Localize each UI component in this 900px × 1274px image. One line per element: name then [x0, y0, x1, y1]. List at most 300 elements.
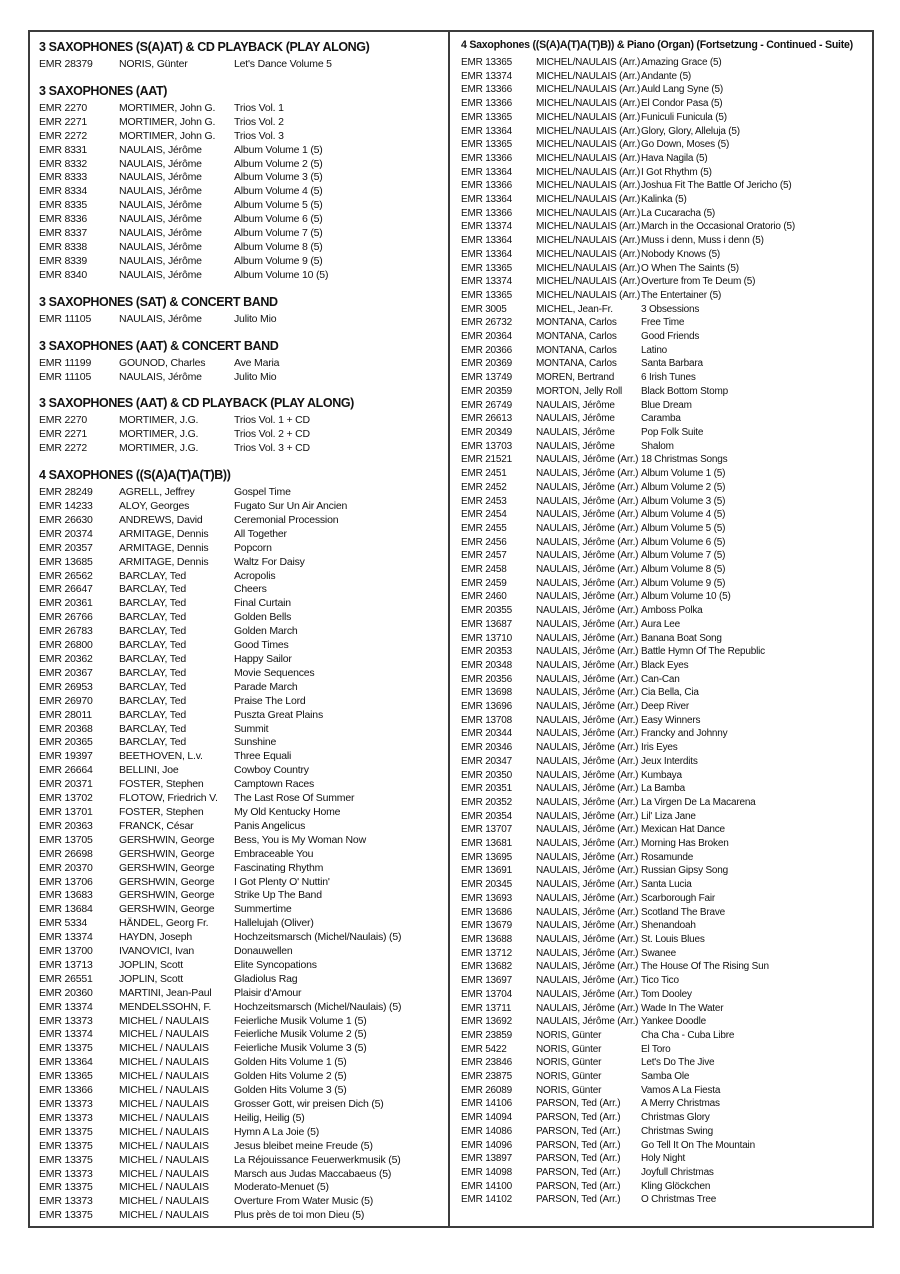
- table-row: [39, 764, 438, 778]
- table-row: [461, 563, 866, 577]
- piece-title: El Toro: [641, 1043, 671, 1055]
- piece-title: Holy Night: [641, 1153, 686, 1165]
- catalog-number: EMR 13364: [461, 194, 513, 206]
- table-row: [39, 1140, 438, 1154]
- composer-name: FOSTER, Stephen: [119, 805, 204, 818]
- catalog-number: EMR 13712: [461, 947, 513, 959]
- composer-name: GERSHWIN, George: [119, 861, 215, 874]
- table-row: [461, 83, 866, 97]
- composer-name: PARSON, Ted (Arr.): [536, 1098, 621, 1110]
- table-row: [39, 889, 438, 903]
- catalog-number: EMR 13375: [39, 1209, 93, 1222]
- piece-title: Jeux Interdits: [641, 755, 698, 767]
- catalog-number: EMR 13749: [461, 372, 513, 384]
- table-row: [39, 1126, 438, 1140]
- composer-name: MORTIMER, J.G.: [119, 414, 199, 427]
- piece-title: Trios Vol. 3 + CD: [234, 442, 310, 455]
- table-row: [39, 1168, 438, 1182]
- table-row: [461, 673, 866, 687]
- composer-name: FRANCK, César: [119, 819, 194, 832]
- catalog-number: EMR 14106: [461, 1098, 513, 1110]
- piece-title: Ave Maria: [234, 356, 280, 369]
- table-row: [39, 58, 438, 72]
- composer-name: PARSON, Ted (Arr.): [536, 1125, 621, 1137]
- composer-name: NAULAIS, Jérôme (Arr.): [536, 892, 639, 904]
- piece-title: Gladiolus Rag: [234, 972, 298, 985]
- piece-title: Album Volume 1 (5): [641, 468, 726, 480]
- piece-title: Black Eyes: [641, 659, 689, 671]
- table-row: [461, 220, 866, 234]
- piece-title: Tico Tico: [641, 975, 679, 987]
- catalog-number: EMR 13375: [39, 1042, 93, 1055]
- catalog-number: EMR 20366: [461, 344, 513, 356]
- composer-name: BARCLAY, Ted: [119, 736, 187, 749]
- composer-name: NAULAIS, Jérôme (Arr.): [536, 481, 639, 493]
- composer-name: NAULAIS, Jérôme (Arr.): [536, 564, 639, 576]
- piece-title: Elite Syncopations: [234, 958, 317, 971]
- catalog-number: EMR 13366: [39, 1084, 93, 1097]
- piece-title: Album Volume 3 (5): [641, 495, 726, 507]
- catalog-section: [39, 396, 438, 456]
- composer-name: MICHEL/NAULAIS (Arr.): [536, 180, 641, 192]
- piece-title: Trios Vol. 2: [234, 115, 284, 128]
- catalog-number: EMR 2271: [39, 115, 88, 128]
- table-row: [461, 837, 866, 851]
- piece-title: Marsch aus Judas Maccabaeus (5): [234, 1167, 392, 1180]
- catalog-number: EMR 13702: [39, 792, 93, 805]
- composer-name: MICHEL, Jean-Fr.: [536, 303, 613, 315]
- composer-name: NAULAIS, Jérôme (Arr.): [536, 605, 639, 617]
- composer-name: MONTANA, Carlos: [536, 358, 617, 370]
- piece-title: Grosser Gott, wir preisen Dich (5): [234, 1098, 384, 1110]
- composer-name: MICHEL / NAULAIS: [119, 1125, 209, 1138]
- table-row: [39, 903, 438, 917]
- catalog-number: EMR 2456: [461, 536, 507, 548]
- composer-name: MOREN, Bertrand: [536, 372, 615, 384]
- catalog-number: EMR 13713: [39, 958, 93, 971]
- catalog-number: EMR 13692: [461, 1016, 513, 1028]
- table-row: [461, 796, 866, 810]
- table-row: [461, 138, 866, 152]
- composer-name: ANDREWS, David: [119, 513, 203, 526]
- composer-name: NAULAIS, Jérôme (Arr.): [536, 988, 639, 1000]
- table-row: [461, 179, 866, 193]
- table-row: [39, 1181, 438, 1195]
- catalog-number: EMR 13693: [461, 892, 513, 904]
- catalog-number: EMR 13711: [461, 1002, 512, 1014]
- composer-name: MICHEL/NAULAIS (Arr.): [536, 57, 641, 68]
- catalog-number: EMR 13707: [461, 824, 513, 836]
- piece-title: The Entertainer (5): [641, 289, 722, 301]
- catalog-number: EMR 13710: [461, 632, 513, 644]
- section-header: 3 SAXOPHONES (AAT): [39, 83, 167, 98]
- table-row: [461, 248, 866, 262]
- composer-name: NAULAIS, Jérôme (Arr.): [536, 673, 639, 685]
- piece-title: 6 Irish Tunes: [641, 372, 696, 384]
- catalog-number: EMR 23859: [461, 1029, 513, 1041]
- table-row: [461, 1002, 866, 1016]
- table-row: [39, 185, 438, 199]
- composer-name: MICHEL / NAULAIS: [119, 1014, 209, 1027]
- piece-title: Wade In The Water: [641, 1002, 724, 1014]
- table-row: [461, 1125, 866, 1139]
- table-row: [461, 755, 866, 769]
- piece-title: Strike Up The Band: [234, 889, 322, 902]
- composer-name: MORTIMER, J.G.: [119, 428, 199, 441]
- table-row: [461, 1097, 866, 1111]
- catalog-number: EMR 26613: [461, 413, 513, 425]
- catalog-number: EMR 13705: [39, 833, 93, 846]
- piece-title: Aura Lee: [641, 618, 680, 630]
- catalog-number: EMR 20349: [461, 426, 513, 438]
- composer-name: NAULAIS, Jérôme (Arr.): [536, 934, 639, 945]
- catalog-number: EMR 26664: [39, 764, 93, 777]
- table-row: [461, 659, 866, 673]
- catalog-number: EMR 13374: [39, 1000, 93, 1013]
- composer-name: MICHEL / NAULAIS: [119, 1167, 209, 1180]
- piece-title: Album Volume 10 (5): [641, 591, 731, 603]
- table-row: [461, 632, 866, 646]
- catalog-number: EMR 13365: [461, 262, 513, 274]
- table-row: [39, 144, 438, 158]
- composer-name: MICHEL / NAULAIS: [119, 1070, 209, 1083]
- piece-title: Samba Ole: [641, 1071, 690, 1083]
- table-row: [39, 834, 438, 848]
- catalog-number: EMR 13685: [39, 555, 93, 568]
- piece-title: La Bamba: [641, 783, 685, 795]
- piece-title: Parade March: [234, 680, 298, 693]
- catalog-number: EMR 20361: [39, 597, 93, 610]
- piece-title: Santa Barbara: [641, 358, 703, 370]
- table-row: [39, 1084, 438, 1098]
- composer-name: NAULAIS, Jérôme (Arr.): [536, 632, 639, 644]
- table-row: [39, 213, 438, 227]
- catalog-number: EMR 20374: [39, 527, 93, 540]
- piece-title: Popcorn: [234, 541, 272, 554]
- catalog-number: EMR 20368: [39, 722, 93, 735]
- table-row: [39, 371, 438, 385]
- catalog-number: EMR 13366: [461, 207, 513, 219]
- catalog-number: EMR 20345: [461, 879, 513, 891]
- catalog-number: EMR 26551: [39, 972, 93, 985]
- composer-name: MENDELSSOHN, F.: [119, 1000, 212, 1013]
- piece-title: Muss i denn, Muss i denn (5): [641, 235, 764, 247]
- catalog-number: EMR 8332: [39, 157, 88, 170]
- table-row: [461, 1152, 866, 1166]
- composer-name: MICHEL / NAULAIS: [119, 1056, 209, 1069]
- table-row: [39, 959, 438, 973]
- piece-title: Rosamunde: [641, 851, 694, 863]
- piece-title: La Virgen De La Macarena: [641, 796, 756, 808]
- table-row: [39, 255, 438, 269]
- piece-title: Shenandoah: [641, 920, 696, 932]
- composer-name: NAULAIS, Jérôme (Arr.): [536, 1002, 639, 1014]
- table-row: [39, 199, 438, 213]
- catalog-number: EMR 13704: [461, 988, 513, 1000]
- piece-title: Album Volume 7 (5): [641, 550, 726, 562]
- piece-title: Acropolis: [234, 569, 276, 582]
- catalog-number: EMR 13373: [39, 1014, 93, 1027]
- table-row: [39, 583, 438, 597]
- composer-name: NAULAIS, Jérôme (Arr.): [536, 755, 639, 767]
- piece-title: Tom Dooley: [641, 988, 692, 1000]
- table-row: [39, 820, 438, 834]
- piece-title: Album Volume 2 (5): [641, 481, 726, 493]
- piece-title: Final Curtain: [234, 597, 291, 610]
- catalog-number: EMR 13364: [39, 1056, 93, 1069]
- composer-name: MICHEL/NAULAIS (Arr.): [536, 70, 641, 82]
- table-row: [461, 823, 866, 837]
- table-row: [461, 1015, 866, 1029]
- composer-name: NAULAIS, Jérôme (Arr.): [536, 851, 639, 863]
- piece-title: Cha Cha - Cuba Libre: [641, 1029, 735, 1041]
- piece-title: Album Volume 10 (5): [234, 268, 329, 281]
- composer-name: NAULAIS, Jérôme: [119, 254, 202, 267]
- table-row: [39, 625, 438, 639]
- catalog-number: EMR 13364: [461, 166, 513, 178]
- catalog-number: EMR 13686: [461, 906, 513, 918]
- composer-name: NAULAIS, Jérôme: [119, 227, 202, 240]
- catalog-number: EMR 8337: [39, 227, 88, 240]
- piece-title: Album Volume 9 (5): [234, 254, 323, 267]
- piece-title: Santa Lucia: [641, 879, 692, 891]
- catalog-number: EMR 5334: [39, 917, 88, 930]
- piece-title: Free Time: [641, 317, 685, 329]
- composer-name: NAULAIS, Jérôme (Arr.): [536, 728, 639, 740]
- composer-name: GERSHWIN, George: [119, 889, 215, 902]
- catalog-number: EMR 11105: [39, 312, 92, 325]
- composer-name: MICHEL/NAULAIS (Arr.): [536, 166, 641, 178]
- composer-name: MICHEL / NAULAIS: [119, 1042, 209, 1055]
- catalog-number: EMR 2454: [461, 509, 507, 521]
- table-row: [461, 207, 866, 221]
- piece-title: Praise The Lord: [234, 694, 306, 707]
- table-row: [461, 536, 866, 550]
- catalog-number: EMR 8335: [39, 199, 88, 212]
- table-row: [39, 792, 438, 806]
- table-row: [39, 102, 438, 116]
- composer-name: NAULAIS, Jérôme (Arr.): [536, 454, 639, 466]
- piece-title: Julito Mio: [234, 312, 277, 325]
- piece-title: Golden Hits Volume 3 (5): [234, 1084, 347, 1097]
- catalog-number: EMR 13365: [461, 289, 513, 301]
- piece-title: Good Times: [234, 639, 289, 652]
- catalog-number: EMR 8339: [39, 254, 88, 267]
- table-row: [39, 1098, 438, 1112]
- table-row: [461, 399, 866, 413]
- piece-title: Camptown Races: [234, 778, 315, 791]
- catalog-number: EMR 14098: [461, 1166, 513, 1178]
- piece-title: La Réjouissance Feuerwerkmusik (5): [234, 1153, 401, 1166]
- table-row: [39, 876, 438, 890]
- table-row: [39, 171, 438, 185]
- table-row: [39, 1154, 438, 1168]
- catalog-number: EMR 14102: [461, 1194, 513, 1206]
- table-row: [461, 1043, 866, 1057]
- composer-name: MICHEL/NAULAIS (Arr.): [536, 276, 641, 288]
- table-row: [39, 695, 438, 709]
- catalog-number: EMR 2457: [461, 550, 507, 562]
- catalog-number: EMR 13373: [39, 1195, 93, 1208]
- catalog-number: EMR 13365: [461, 111, 513, 123]
- piece-title: Mexican Hat Dance: [641, 824, 725, 836]
- piece-title: The House Of The Rising Sun: [641, 961, 769, 973]
- table-row: [461, 810, 866, 824]
- table-row: [461, 947, 866, 961]
- piece-title: Fugato Sur Un Air Ancien: [234, 500, 348, 513]
- piece-title: Kumbaya: [641, 769, 682, 781]
- table-row: [39, 1001, 438, 1015]
- composer-name: MICHEL/NAULAIS (Arr.): [536, 221, 641, 233]
- composer-name: BARCLAY, Ted: [119, 583, 187, 596]
- piece-title: Go Tell It On The Mountain: [641, 1139, 755, 1151]
- piece-title: Hava Nagila (5): [641, 152, 708, 164]
- table-row: [461, 275, 866, 289]
- table-row: [39, 158, 438, 172]
- piece-title: Movie Sequences: [234, 666, 315, 679]
- piece-title: Go Down, Moses (5): [641, 139, 730, 151]
- piece-title: Album Volume 3 (5): [234, 171, 323, 184]
- catalog-number: EMR 2270: [39, 414, 88, 427]
- catalog-number: EMR 28249: [39, 486, 93, 499]
- catalog-number: EMR 26800: [39, 639, 93, 652]
- piece-title: Sunshine: [234, 736, 277, 749]
- catalog-number: EMR 14100: [461, 1180, 513, 1192]
- piece-title: Jesus bleibet meine Freude (5): [234, 1139, 373, 1152]
- composer-name: NAULAIS, Jérôme (Arr.): [536, 646, 639, 658]
- catalog-number: EMR 13366: [461, 98, 513, 110]
- table-row: [39, 778, 438, 792]
- catalog-number: EMR 13374: [39, 931, 93, 944]
- table-row: [39, 736, 438, 750]
- composer-name: NAULAIS, Jérôme (Arr.): [536, 1016, 639, 1028]
- piece-title: Puszta Great Plains: [234, 708, 323, 721]
- piece-title: Caramba: [641, 413, 681, 425]
- piece-title: Yankee Doodle: [641, 1016, 707, 1028]
- section-header: 3 SAXOPHONES (AAT) & CD PLAYBACK (PLAY ALONG): [39, 396, 354, 411]
- composer-name: ARMITAGE, Dennis: [119, 527, 209, 540]
- piece-title: I Got Rhythm (5): [641, 166, 712, 178]
- composer-name: PARSON, Ted (Arr.): [536, 1166, 621, 1178]
- section-header: 3 SAXOPHONES (SAT) & CONCERT BAND: [39, 294, 278, 309]
- catalog-number: EMR 28379: [39, 58, 93, 70]
- table-row: [461, 727, 866, 741]
- composer-name: NAULAIS, Jérôme (Arr.): [536, 495, 639, 507]
- piece-title: Hallelujah (Oliver): [234, 917, 314, 930]
- composer-name: NAULAIS, Jérôme: [536, 440, 615, 452]
- composer-name: NORIS, Günter: [119, 58, 188, 70]
- table-row: [461, 782, 866, 796]
- catalog-number: EMR 20356: [461, 673, 513, 685]
- table-row: [461, 111, 866, 125]
- table-row: [39, 1028, 438, 1042]
- composer-name: HAYDN, Joseph: [119, 931, 193, 944]
- composer-name: MORTIMER, John G.: [119, 101, 216, 114]
- catalog-number: EMR 20346: [461, 742, 513, 754]
- composer-name: NAULAIS, Jérôme (Arr.): [536, 714, 639, 726]
- piece-title: Album Volume 2 (5): [234, 157, 323, 170]
- catalog-number: EMR 13697: [461, 975, 513, 987]
- table-row: [39, 500, 438, 514]
- composer-name: MORTIMER, John G.: [119, 115, 216, 128]
- piece-title: Russian Gipsy Song: [641, 865, 729, 877]
- composer-name: AGRELL, Jeffrey: [119, 486, 195, 499]
- table-row: [39, 1015, 438, 1029]
- composer-name: IVANOVICI, Ivan: [119, 945, 194, 958]
- catalog-number: EMR 8340: [39, 268, 88, 281]
- composer-name: NAULAIS, Jérôme (Arr.): [536, 810, 639, 822]
- piece-title: Donauwellen: [234, 945, 293, 958]
- composer-name: MICHEL / NAULAIS: [119, 1028, 209, 1041]
- table-row: [461, 56, 866, 70]
- piece-title: Feierliche Musik Volume 1 (5): [234, 1014, 367, 1027]
- table-row: [461, 549, 866, 563]
- catalog-number: EMR 20364: [461, 331, 513, 343]
- piece-title: Overture From Water Music (5): [234, 1195, 374, 1208]
- composer-name: NAULAIS, Jérôme: [119, 171, 202, 184]
- composer-name: NAULAIS, Jérôme (Arr.): [536, 468, 639, 480]
- composer-name: NAULAIS, Jérôme (Arr.): [536, 618, 639, 630]
- table-row: [39, 973, 438, 987]
- table-row: [461, 330, 866, 344]
- piece-title: Album Volume 8 (5): [641, 564, 726, 576]
- composer-name: NAULAIS, Jérôme (Arr.): [536, 906, 639, 918]
- catalog-number: EMR 20371: [39, 778, 93, 791]
- piece-title: Joyfull Christmas: [641, 1166, 714, 1178]
- catalog-number: EMR 8336: [39, 213, 88, 226]
- composer-name: ARMITAGE, Dennis: [119, 541, 209, 554]
- piece-title: O Christmas Tree: [641, 1194, 717, 1206]
- table-row: [461, 892, 866, 906]
- composer-name: NAULAIS, Jérôme: [119, 143, 202, 156]
- table-row: [461, 495, 866, 509]
- composer-name: BARCLAY, Ted: [119, 680, 187, 693]
- piece-title: Pop Folk Suite: [641, 426, 704, 438]
- piece-title: Moderato-Menuet (5): [234, 1181, 329, 1194]
- piece-title: Kling Glöckchen: [641, 1180, 711, 1192]
- table-row: [39, 597, 438, 611]
- table-row: [39, 806, 438, 820]
- composer-name: NAULAIS, Jérôme: [119, 312, 202, 325]
- table-row: [461, 851, 866, 865]
- piece-title: Black Bottom Stomp: [641, 385, 728, 397]
- table-row: [461, 453, 866, 467]
- table-row: [461, 769, 866, 783]
- catalog-number: EMR 13364: [461, 125, 513, 137]
- piece-title: 3 Obsessions: [641, 303, 700, 315]
- left-column: [30, 32, 450, 1226]
- composer-name: MICHEL/NAULAIS (Arr.): [536, 139, 641, 151]
- composer-name: MONTANA, Carlos: [536, 331, 617, 343]
- composer-name: NAULAIS, Jérôme (Arr.): [536, 947, 639, 959]
- piece-title: Auld Lang Syne (5): [641, 84, 724, 96]
- composer-name: MORTIMER, J.G.: [119, 442, 199, 455]
- table-row: [461, 1180, 866, 1194]
- table-row: [461, 590, 866, 604]
- composer-name: JOPLIN, Scott: [119, 972, 183, 985]
- catalog-number: EMR 26562: [39, 569, 93, 582]
- composer-name: NAULAIS, Jérôme: [119, 157, 202, 170]
- composer-name: NORIS, Günter: [536, 1057, 602, 1069]
- composer-name: NAULAIS, Jérôme: [119, 370, 202, 383]
- catalog-number: EMR 11105: [39, 370, 92, 383]
- composer-name: MICHEL/NAULAIS (Arr.): [536, 262, 641, 274]
- table-row: [39, 130, 438, 144]
- piece-title: A Merry Christmas: [641, 1098, 720, 1110]
- catalog-section: [461, 38, 866, 1207]
- composer-name: PARSON, Ted (Arr.): [536, 1194, 621, 1206]
- catalog-number: EMR 26766: [39, 611, 93, 624]
